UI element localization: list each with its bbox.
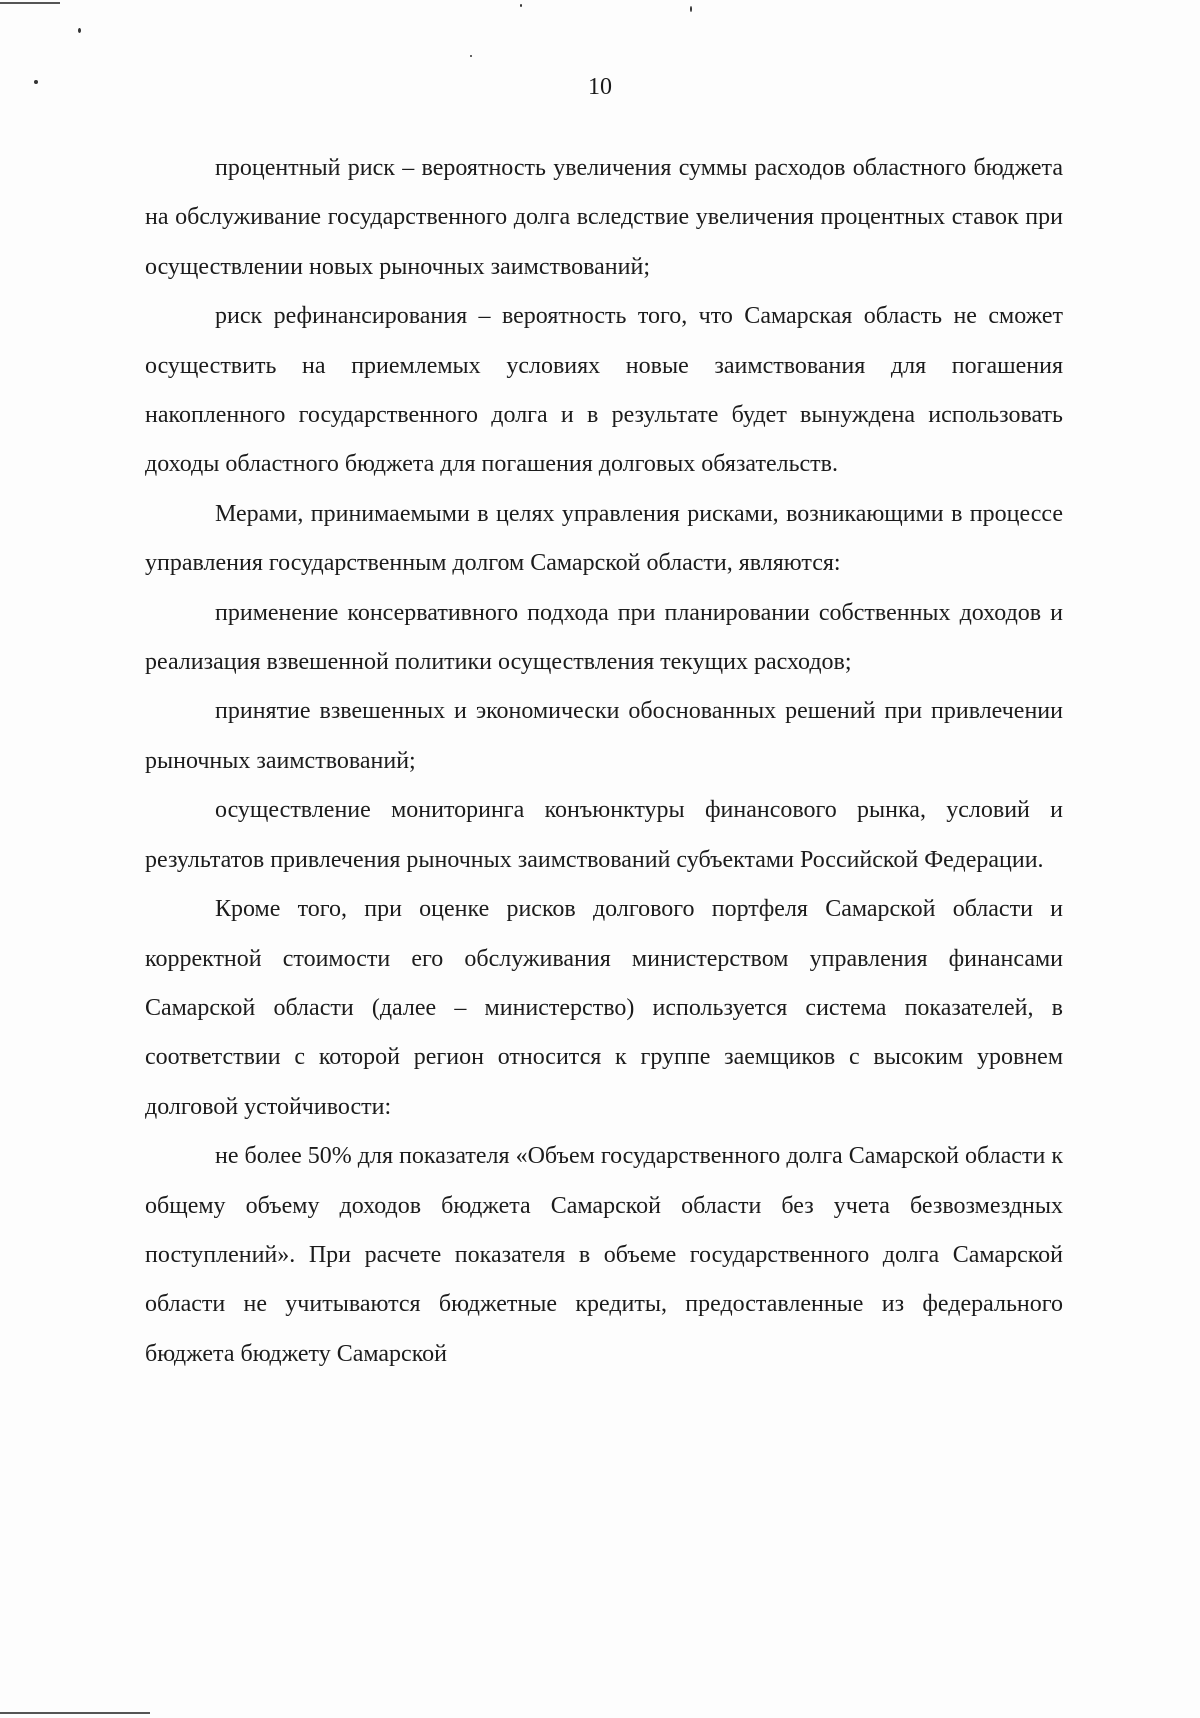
scan-speck [520, 4, 522, 7]
scan-edge-bottom [0, 1712, 150, 1714]
document-body [145, 144, 1063, 1379]
scan-speck [470, 55, 472, 57]
paragraph-indicator-system: Кроме того, при оценке рисков долгового портфеля Самарской области и корректной стоимости его обслуживания министерством управления финансами Самарской области (далее – министерство) используется система показателей, в соответствии с которой регион относится к группе заемщиков с высоким уровнем долговой устойчивости: [145, 896, 1063, 1120]
scan-edge-top [0, 2, 60, 4]
paragraph-measure-conservative-approach: применение консервативного подхода при планировании собственных доходов и реализация взвешенной политики осуществления текущих расходов; [145, 599, 1063, 676]
paragraph-measure-market-monitoring: осуществление мониторинга конъюнктуры финансового рынка, условий и результатов привлечения рыночных заимствований субъектами Российской Федерации. [145, 797, 1063, 873]
scan-speck [690, 6, 692, 12]
page-number: 10 [588, 74, 612, 100]
scan-speck [78, 28, 81, 33]
paragraph-debt-indicator: не более 50% для показателя «Объем государственного долга Самарской области к общему объему доходов бюджета Самарской области без учета безвозмездных поступлений». При расчете показателя в объеме государственного долга Самарской области не учитываются бюджетные кредиты, предоставленные из федерального бюджета бюджету Самарской [145, 1143, 1063, 1367]
paragraph-interest-risk: процентный риск – вероятность увеличения суммы расходов областного бюджета на обслуживание государственного долга вследствие увеличения процентных ставок при осуществлении новых рыночных заимствований; [145, 155, 1063, 280]
paragraph-measure-borrowing-decisions: принятие взвешенных и экономически обоснованных решений при привлечении рыночных заимствований; [145, 698, 1063, 774]
paragraph-refinancing-risk: риск рефинансирования – вероятность того, что Самарская область не сможет осуществить на приемлемых условиях новые заимствования для погашения накопленного государственного долга и в результате будет вынуждена использовать доходы областного бюджета для погашения долговых обязательств. [145, 303, 1063, 478]
paragraph-risk-measures-intro: Мерами, принимаемыми в целях управления рисками, возникающими в процессе управления государственным долгом Самарской области, являются: [145, 500, 1063, 577]
